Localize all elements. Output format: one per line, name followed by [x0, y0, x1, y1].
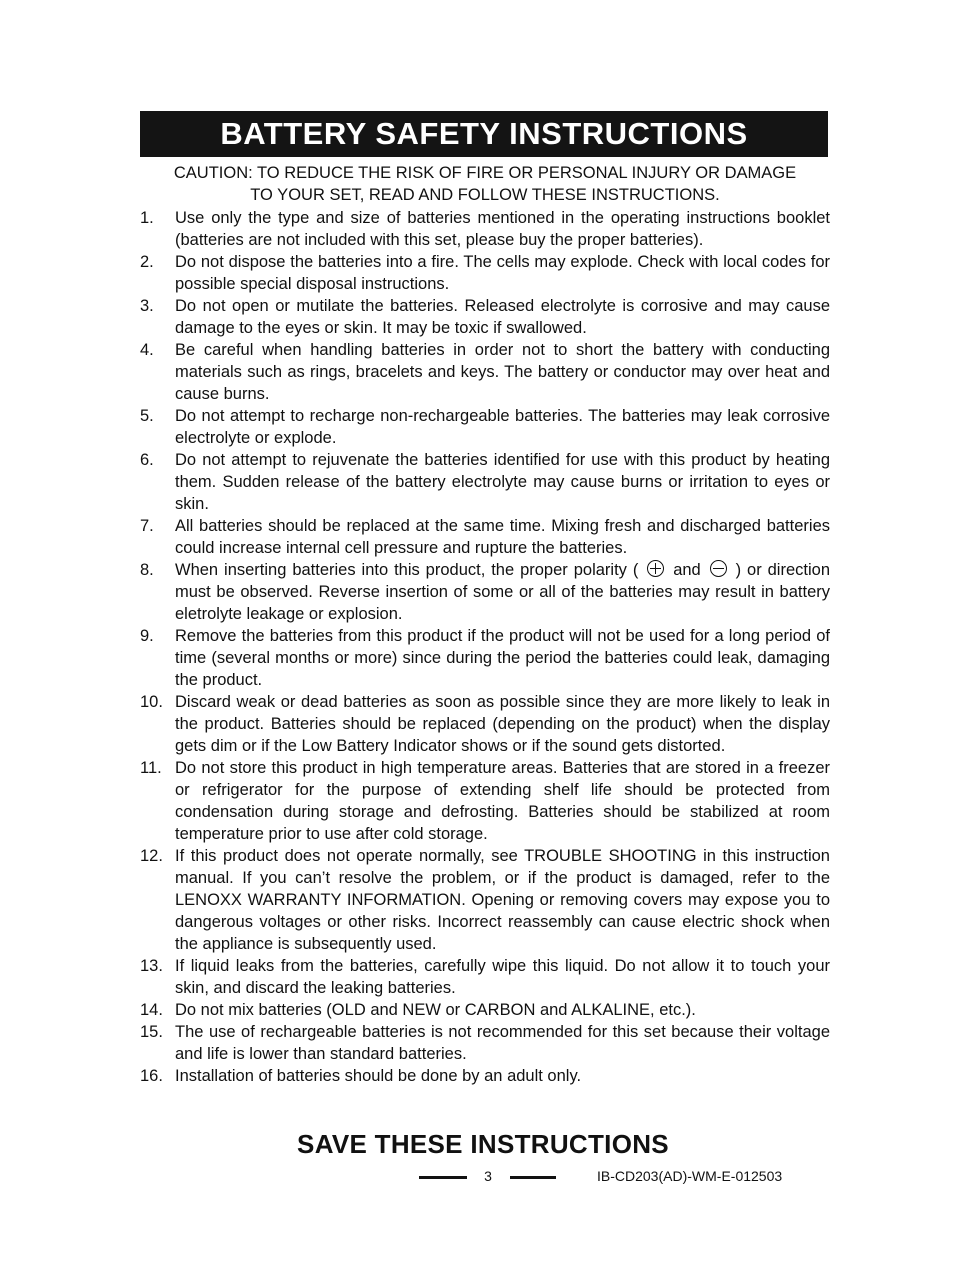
item-number: 2. — [140, 253, 154, 271]
item-text-after: ) or direction must be observed. Reverse insertion of some or all of the batteries may result in battery eletrolyte leakage or explosion. — [175, 561, 830, 623]
plus-polarity-icon — [647, 560, 664, 577]
list-item — [140, 207, 830, 251]
list-item — [140, 405, 830, 449]
item-text: Installation of batteries should be done by an adult only. — [175, 1067, 582, 1085]
item-text-mid: and — [673, 561, 701, 579]
instruction-list — [140, 207, 830, 1087]
footer-rule-right — [510, 1176, 556, 1179]
page-number: 3 — [484, 1168, 492, 1184]
list-item — [140, 625, 830, 691]
item-text: Do not store this product in high temperature areas. Batteries that are stored in a freezer or refrigerator for the purpose of extending shelf life should be protected from condensation during storage and defrosting. Batteries should be stabilized at room temperature prior to use after cold storage. — [175, 759, 830, 843]
item-number: 1. — [140, 209, 154, 227]
item-number: 15. — [140, 1023, 163, 1041]
item-number: 11. — [140, 759, 162, 777]
item-text: Do not open or mutilate the batteries. Released electrolyte is corrosive and may cause damage to the eyes or skin. It may be toxic if swallowed. — [175, 297, 830, 337]
item-number: 4. — [140, 341, 154, 359]
item-text: Do not attempt to rejuvenate the batteries identified for use with this product by heating them. Sudden release of the battery electrolyte may cause burns or irritation to eyes or skin. — [175, 451, 830, 513]
item-text: The use of rechargeable batteries is not recommended for this set because their voltage and life is lower than standard batteries. — [175, 1023, 830, 1063]
page-title-text: BATTERY SAFETY INSTRUCTIONS — [220, 116, 748, 151]
caution-line-2: TO YOUR SET, READ AND FOLLOW THESE INSTRUCTIONS. — [250, 186, 720, 204]
item-text: If this product does not operate normally, see TROUBLE SHOOTING in this instruction manual. If you can’t resolve the problem, or if the product is damaged, refer to the LENOXX WARRANTY INFORMATION. Opening or removing covers may expose you to dangerous voltages or other risks. Incorrect reassembly can cause electric shock when the appliance is subsequently used. — [175, 847, 830, 953]
page-title — [140, 111, 828, 157]
item-text: Do not dispose the batteries into a fire. The cells may explode. Check with local codes for possible special disposal instructions. — [175, 253, 830, 293]
item-number: 8. — [140, 561, 154, 579]
list-item — [140, 449, 830, 515]
list-item — [140, 339, 830, 405]
item-number: 3. — [140, 297, 154, 315]
document-code: IB-CD203(AD)-WM-E-012503 — [597, 1168, 783, 1184]
item-text: Remove the batteries from this product if the product will not be used for a long period of time (several months or more) since during the period the batteries could leak, damaging the product. — [175, 627, 830, 689]
caution-line-1: CAUTION: TO REDUCE THE RISK OF FIRE OR PERSONAL INJURY OR DAMAGE — [173, 164, 797, 182]
save-instructions-heading: SAVE THESE INSTRUCTIONS — [297, 1129, 669, 1159]
list-item — [140, 1065, 830, 1087]
item-text: Do not mix batteries (OLD and NEW or CARBON and ALKALINE, etc.). — [175, 1001, 696, 1019]
item-number: 12. — [140, 847, 163, 865]
item-number: 9. — [140, 627, 154, 645]
item-number: 5. — [140, 407, 154, 425]
list-item — [140, 691, 830, 757]
item-number: 14. — [140, 1001, 163, 1019]
minus-polarity-icon — [710, 560, 727, 577]
list-item — [140, 1021, 830, 1065]
item-text-before: When inserting batteries into this product, the proper polarity ( — [175, 561, 639, 579]
caution-notice — [140, 162, 830, 206]
list-item — [140, 955, 830, 999]
footer-rule-left — [419, 1176, 467, 1179]
list-item — [140, 999, 830, 1021]
item-number: 13. — [140, 957, 163, 975]
item-text: Discard weak or dead batteries as soon as possible since they are more likely to leak in the product. Batteries should be replaced (depending on the product) when the display gets dim or if the Low Battery Indicator shows or if the sound gets distorted. — [175, 693, 830, 755]
list-item — [140, 515, 830, 559]
item-text: Use only the type and size of batteries mentioned in the operating instructions booklet (batteries are not included with this set, please buy the proper batteries). — [175, 209, 830, 249]
item-number: 16. — [140, 1067, 163, 1085]
item-text: If liquid leaks from the batteries, carefully wipe this liquid. Do not allow it to touch your skin, and discard the leaking batteries. — [175, 957, 830, 997]
list-item — [140, 757, 830, 845]
list-item — [140, 295, 830, 339]
item-text: Do not attempt to recharge non-rechargeable batteries. The batteries may leak corrosive electrolyte or explode. — [175, 407, 830, 447]
item-number: 10. — [140, 693, 163, 711]
list-item — [140, 559, 830, 625]
item-text: All batteries should be replaced at the same time. Mixing fresh and discharged batteries could increase internal cell pressure and rupture the batteries. — [175, 517, 830, 557]
item-number: 7. — [140, 517, 154, 535]
list-item — [140, 251, 830, 295]
item-text: Be careful when handling batteries in order not to short the battery with conducting materials such as rings, bracelets and keys. The battery or conductor may over heat and cause burns. — [175, 341, 830, 403]
list-item — [140, 845, 830, 955]
item-number: 6. — [140, 451, 154, 469]
